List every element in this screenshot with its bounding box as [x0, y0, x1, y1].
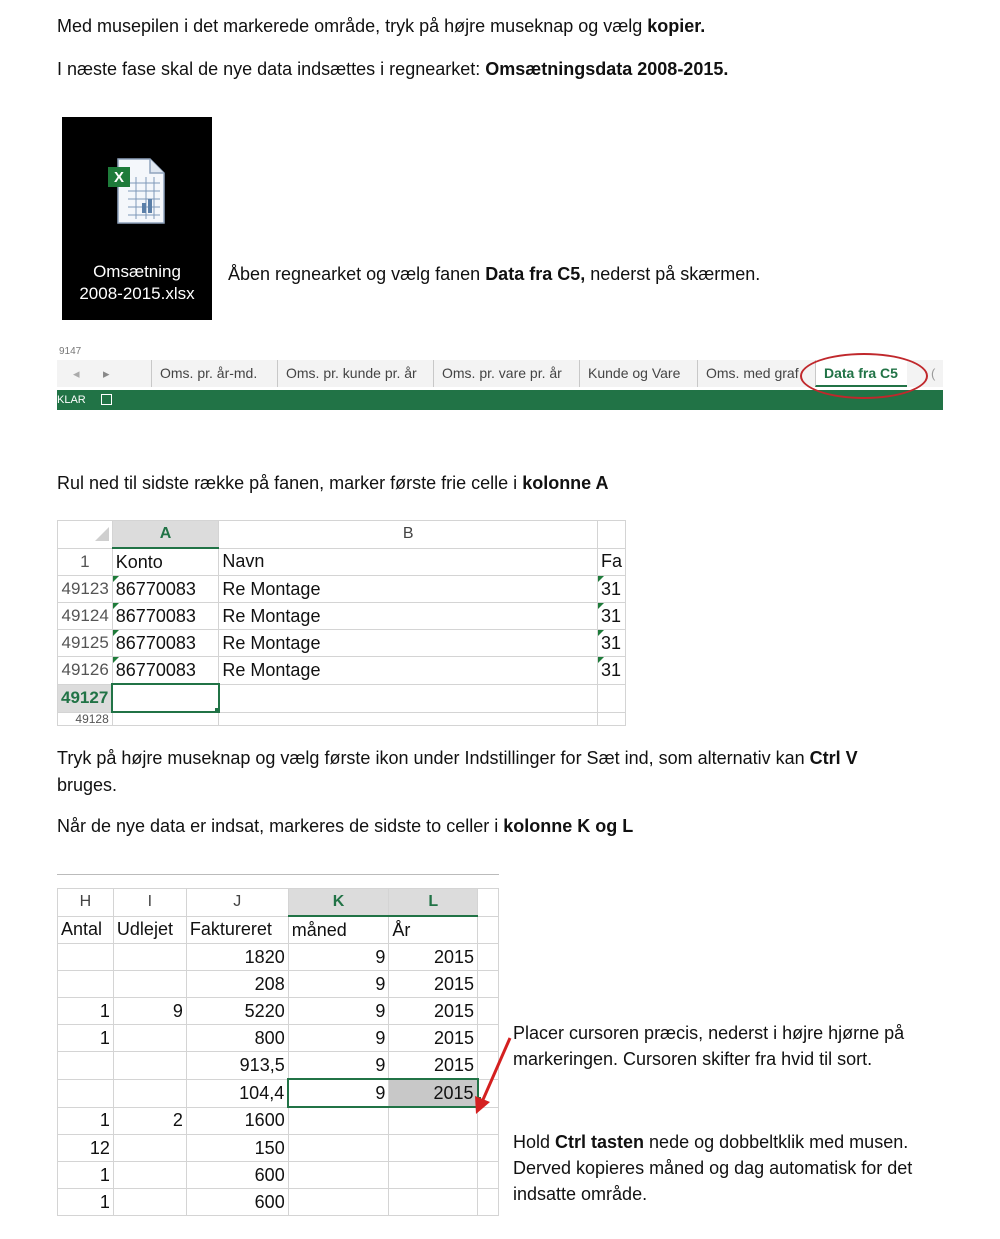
scroll-right-icon[interactable]: ▸	[103, 366, 110, 381]
cell-faktureret[interactable]: 600	[186, 1162, 288, 1189]
cell-maaned[interactable]	[288, 1162, 389, 1189]
tab-oms-kunde-aar[interactable]: Oms. pr. kunde pr. år	[277, 360, 433, 387]
cell-maaned[interactable]: 9	[288, 1052, 389, 1080]
cell-antal[interactable]: 1	[58, 1162, 114, 1189]
cell-udlejet[interactable]: 9	[113, 998, 186, 1025]
excel-file-icon	[106, 157, 170, 225]
cell-faktureret[interactable]: 208	[186, 971, 288, 998]
cell-maaned[interactable]	[288, 1107, 389, 1135]
shortcut-ctrl-v-bold: Ctrl V	[809, 748, 858, 768]
cut-off-cell-value: 9147	[59, 346, 82, 357]
instruction-paste-target	[57, 56, 728, 82]
status-ready-text: KLAR	[57, 394, 86, 406]
cell-header-aar[interactable]: År	[389, 916, 478, 944]
table-row	[58, 944, 499, 971]
cell-fa[interactable]: 31	[597, 630, 625, 657]
instruction-open-sheet	[228, 261, 760, 287]
cell-navn[interactable]: Re Montage	[219, 576, 598, 603]
instruction-ctrl-doubleclick	[513, 1129, 908, 1155]
table-row	[58, 1052, 499, 1080]
svg-text:X: X	[113, 169, 125, 186]
tab-overflow-indicator: (	[931, 366, 936, 381]
cell-empty[interactable]	[478, 998, 499, 1025]
cell-udlejet[interactable]	[113, 1079, 186, 1107]
ctrl-key-bold: Ctrl tasten	[555, 1132, 645, 1152]
file-name-line2: 2008-2015.xlsx	[79, 284, 195, 303]
spreadsheet-grid-a	[57, 520, 626, 726]
cell-faktureret[interactable]: 600	[186, 1189, 288, 1216]
cell-maaned[interactable]: 9	[288, 971, 389, 998]
table-row	[58, 1025, 499, 1052]
tab-name-bold: Data fra C5,	[485, 264, 586, 284]
instruction-hold-text: Hold	[513, 1132, 556, 1152]
row-header-selected[interactable]: 49127	[58, 684, 113, 712]
cell-udlejet[interactable]	[113, 971, 186, 998]
row-header[interactable]: 1	[58, 548, 113, 576]
fill-handle[interactable]	[214, 707, 219, 712]
cell-empty[interactable]	[478, 1162, 499, 1189]
table-row	[58, 1079, 499, 1107]
cell-aar[interactable]: 2015	[389, 944, 478, 971]
cell-fa[interactable]	[597, 712, 625, 726]
cell-maaned[interactable]: 9	[288, 1079, 389, 1107]
file-name-line1: Omsætning	[93, 262, 181, 281]
cell-header-fa[interactable]: Fa	[597, 548, 625, 576]
instruction-doubleclick-text: nede og dobbeltklik med musen.	[644, 1132, 909, 1152]
cell-navn[interactable]	[219, 684, 598, 712]
cell-header-maaned[interactable]: måned	[288, 916, 389, 944]
workbook-name-bold: Omsætningsdata 2008-2015.	[485, 59, 729, 79]
table-row	[58, 1107, 499, 1135]
table-row	[58, 1189, 499, 1216]
cell-maaned[interactable]: 9	[288, 998, 389, 1025]
column-header-i[interactable]: I	[113, 889, 186, 917]
tab-oms-aar-md[interactable]: Oms. pr. år-md.	[151, 360, 277, 387]
instruction-cursor-line1: Placer cursoren præcis, nederst i højre hjørne på	[513, 1023, 905, 1043]
instruction-scroll-down	[57, 470, 609, 496]
instruction-paste-text: I næste fase skal de nye data indsættes i regnearket:	[57, 59, 486, 79]
cell-udlejet[interactable]	[113, 1189, 186, 1216]
table-row	[58, 576, 626, 603]
cell-aar[interactable]: 2015	[389, 1025, 478, 1052]
active-cell[interactable]	[112, 684, 219, 712]
cell-empty[interactable]	[478, 944, 499, 971]
status-bar	[57, 390, 943, 410]
cell-udlejet[interactable]	[113, 1025, 186, 1052]
cell-maaned[interactable]	[288, 1189, 389, 1216]
cell-header-navn[interactable]: Navn	[219, 548, 598, 576]
cell-aar[interactable]: 2015	[389, 1052, 478, 1080]
cell-antal[interactable]	[58, 971, 114, 998]
cell-maaned[interactable]	[288, 1135, 389, 1162]
cell-faktureret[interactable]: 800	[186, 1025, 288, 1052]
cell-konto[interactable]: 86770083	[112, 603, 219, 630]
instruction-copy	[57, 13, 705, 39]
grid-top-border	[57, 874, 499, 875]
instruction-scroll-text: Rul ned til sidste række på fanen, marker første frie celle i	[57, 473, 523, 493]
cell-udlejet[interactable]	[113, 1162, 186, 1189]
cell-faktureret[interactable]: 5220	[186, 998, 288, 1025]
table-row	[58, 712, 626, 726]
scroll-left-icon[interactable]: ◂	[73, 366, 80, 381]
cell-udlejet[interactable]: 2	[113, 1107, 186, 1135]
table-row	[58, 1162, 499, 1189]
cell-faktureret[interactable]: 1600	[186, 1107, 288, 1135]
cell-fa[interactable]	[597, 684, 625, 712]
instruction-copy-text: Med musepilen i det markerede område, tryk på højre museknap og vælg	[57, 16, 648, 36]
cell-antal[interactable]	[58, 1052, 114, 1080]
cell-faktureret[interactable]: 104,4	[186, 1079, 288, 1107]
cell-navn[interactable]: Re Montage	[219, 657, 598, 685]
column-header-h[interactable]: H	[58, 889, 114, 917]
cell-fa[interactable]: 31	[597, 576, 625, 603]
cell-faktureret[interactable]: 913,5	[186, 1052, 288, 1080]
instruction-ctrl-line3: indsatte område.	[513, 1184, 648, 1204]
cell-fa[interactable]: 31	[597, 603, 625, 630]
spreadsheet-grid-hl	[57, 888, 499, 1216]
column-header-m[interactable]	[478, 889, 499, 917]
tab-bar-top-strip	[57, 346, 943, 361]
columns-k-l-bold: kolonne K og L	[503, 816, 634, 836]
cell-konto[interactable]: 86770083	[112, 630, 219, 657]
cell-navn[interactable]	[219, 712, 598, 726]
cell-konto[interactable]	[112, 712, 219, 726]
cell-antal[interactable]	[58, 944, 114, 971]
cell-empty[interactable]	[478, 1135, 499, 1162]
column-header-l[interactable]: L	[389, 889, 478, 917]
cell-aar[interactable]	[389, 1189, 478, 1216]
instruction-paste	[57, 745, 858, 771]
grid2-body	[58, 944, 499, 1216]
cell-aar[interactable]	[389, 1107, 478, 1135]
table-row	[58, 684, 626, 712]
instruction-copy-bold: kopier.	[647, 16, 706, 36]
table-row	[58, 998, 499, 1025]
cell-udlejet[interactable]	[113, 944, 186, 971]
cell-empty[interactable]	[478, 916, 499, 944]
table-row	[58, 916, 499, 944]
instruction-mark-cells	[57, 813, 633, 839]
column-header-row	[58, 889, 499, 917]
instruction-open-tail: nederst på skærmen.	[585, 264, 761, 284]
row-header[interactable]: 49126	[58, 657, 113, 685]
cell-header-konto[interactable]: Konto	[112, 548, 219, 576]
instruction-open-text: Åben regnearket og vælg fanen	[228, 264, 486, 284]
cell-udlejet[interactable]	[113, 1052, 186, 1080]
cell-faktureret[interactable]: 1820	[186, 944, 288, 971]
cell-konto[interactable]: 86770083	[112, 576, 219, 603]
instruction-ctrl-line2: Derved kopieres måned og dag automatisk for det	[513, 1158, 913, 1178]
cell-antal[interactable]: 1	[58, 1107, 114, 1135]
cell-aar[interactable]	[389, 1162, 478, 1189]
cell-antal[interactable]: 1	[58, 1189, 114, 1216]
column-header-j[interactable]: J	[186, 889, 288, 917]
cell-header-faktureret[interactable]: Faktureret	[186, 916, 288, 944]
cell-navn[interactable]: Re Montage	[219, 630, 598, 657]
tab-oms-med-graf[interactable]: Oms. med graf	[697, 360, 815, 387]
cell-maaned[interactable]: 9	[288, 1025, 389, 1052]
cell-antal[interactable]: 12	[58, 1135, 114, 1162]
table-row	[58, 548, 626, 576]
cell-header-antal[interactable]: Antal	[58, 916, 114, 944]
cell-navn[interactable]: Re Montage	[219, 603, 598, 630]
highlight-circle	[800, 353, 928, 399]
cell-udlejet[interactable]	[113, 1135, 186, 1162]
table-row	[58, 630, 626, 657]
cell-empty[interactable]	[478, 971, 499, 998]
tab-data-fra-c5[interactable]: Data fra C5	[815, 360, 907, 387]
tab-oms-vare-aar[interactable]: Oms. pr. vare pr. år	[433, 360, 579, 387]
table-row	[58, 971, 499, 998]
cell-aar[interactable]: 2015	[389, 971, 478, 998]
cell-konto[interactable]: 86770083	[112, 657, 219, 685]
cell-header-udlejet[interactable]: Udlejet	[113, 916, 186, 944]
cell-aar[interactable]: 2015	[389, 1079, 478, 1107]
cell-faktureret[interactable]: 150	[186, 1135, 288, 1162]
cell-maaned[interactable]: 9	[288, 944, 389, 971]
row-header[interactable]: 49128	[58, 712, 113, 726]
row-header[interactable]: 49125	[58, 630, 113, 657]
cell-empty[interactable]	[478, 1189, 499, 1216]
cell-fa[interactable]: 31	[597, 657, 625, 685]
column-header-k[interactable]: K	[288, 889, 389, 917]
column-header-c[interactable]	[597, 521, 625, 549]
cell-antal[interactable]: 1	[58, 1025, 114, 1052]
instruction-paste-line: Tryk på højre museknap og vælg første ikon under Indstillinger for Sæt ind, som alternativ kan	[57, 748, 810, 768]
row-header[interactable]: 49124	[58, 603, 113, 630]
column-header-b[interactable]: B	[219, 521, 598, 549]
column-a-bold: kolonne A	[522, 473, 609, 493]
instruction-mark-text: Når de nye data er indsat, markeres de sidste to celler i	[57, 816, 504, 836]
instruction-paste-line2: bruges.	[57, 775, 118, 795]
excel-file-tile[interactable]	[62, 117, 212, 320]
cell-antal[interactable]: 1	[58, 998, 114, 1025]
select-all-corner[interactable]	[58, 521, 113, 549]
column-header-a[interactable]: A	[112, 521, 219, 549]
table-row	[58, 1135, 499, 1162]
cell-aar[interactable]	[389, 1135, 478, 1162]
cell-aar[interactable]: 2015	[389, 998, 478, 1025]
tab-kunde-og-vare[interactable]: Kunde og Vare	[579, 360, 697, 387]
cell-antal[interactable]	[58, 1079, 114, 1107]
table-row	[58, 603, 626, 630]
column-header-row	[58, 521, 626, 549]
table-row	[58, 657, 626, 685]
macro-record-icon[interactable]	[101, 394, 112, 405]
row-header[interactable]: 49123	[58, 576, 113, 603]
instruction-cursor-line2: markeringen. Cursoren skifter fra hvid til sort.	[513, 1049, 873, 1069]
